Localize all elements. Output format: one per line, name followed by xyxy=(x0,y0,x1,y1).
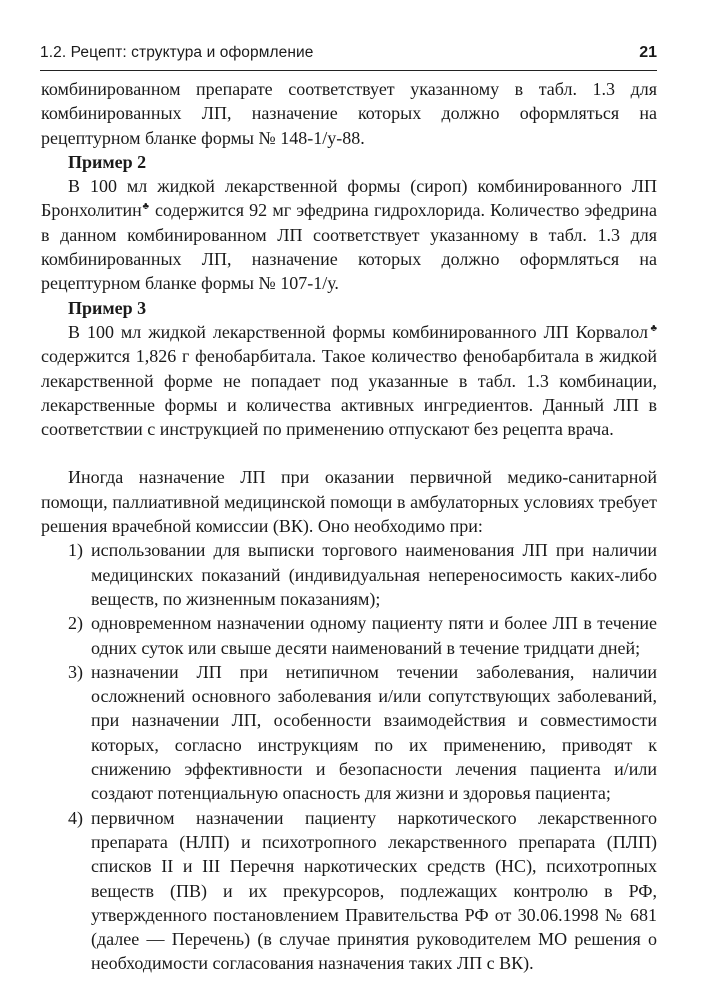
list-item-text: одновременном назначении одному пациенту пяти и более ЛП в течение одних суток или свыше десяти наименований в течение тридцати дней; xyxy=(91,613,657,658)
section-title: 1.2. Рецепт: структура и оформление xyxy=(40,44,314,61)
list-item xyxy=(41,660,657,806)
list-item xyxy=(41,806,657,976)
vk-conditions-list xyxy=(41,538,657,975)
trademark-mark: ♣ xyxy=(647,322,657,334)
paragraph-gap xyxy=(41,441,657,465)
header-divider xyxy=(40,70,657,71)
page-body xyxy=(41,77,657,976)
list-item-text: использовании для выписки торгового наименования ЛП при наличии медицинских показаний (индивидуальная непереносимость каких-либо веществ, по жизненным показаниям); xyxy=(91,540,657,609)
example-2-text-b: содержится 92 мг эфедрина гидрохлорида. Количество эфедрина в данном комбинированном ЛП соответствует указанному в табл. 1.3 для комбинированных ЛП, назначение которых должно оформляться на рецептурном бланке формы № 107-1/у. xyxy=(41,200,657,294)
list-item-number: 4) xyxy=(68,807,83,828)
list-item-number: 2) xyxy=(68,613,83,634)
list-item xyxy=(41,538,657,611)
example-3-text-b: содержится 1,826 г фенобарбитала. Такое количество фенобарбитала в жидкой лекарственной форме не попадает под указанные в табл. 1.3 комбинации, лекарственные формы и количества активных ингредиентов. Данный ЛП в соответствии с инструкцией по применению отпускают без рецепта врача. xyxy=(41,346,657,440)
list-item-text: первичном назначении пациенту наркотического лекарственного препарата (НЛП) и психотропного лекарственного препарата (ПЛП) списков II и III Перечня наркотических средств (НС), психотропных веществ (ПВ) и их прекурсоров, подлежащих контролю в РФ, утвержденного постановлением Правительства РФ от 30.06.1998 № 681 (далее — Перечень) (в случае принятия руководителем МО решения о необходимости согласования назначения таких ЛП с ВК). xyxy=(91,807,657,974)
page-number: 21 xyxy=(639,44,657,61)
example-3-text-a: В 100 мл жидкой лекарственной формы комбинированного ЛП Корвалол xyxy=(68,321,648,342)
list-item-text: назначении ЛП при нетипичном течении заболевания, наличии осложнений основного заболевания и/или сопутствующих заболеваний, при назначении ЛП, особенности взаимодействия и совместимости которых, согласно инструкциям по их применению, приводят к снижению эффективности и безопасности лечения пациента и/или создают потенциальную опасность для жизни и здоровья пациента; xyxy=(91,661,657,804)
list-item-number: 3) xyxy=(68,661,83,682)
example-3-title: Пример 3 xyxy=(68,297,147,318)
example-2-text-a: В 100 мл жидкой лекарственной формы (сироп) комбинированного ЛП Бронхолитин xyxy=(41,176,657,221)
example-2-title: Пример 2 xyxy=(68,151,147,172)
trademark-mark: ♣ xyxy=(141,201,150,213)
vk-paragraph: Иногда назначение ЛП при оказании первичной медико-санитарной помощи, паллиативной медицинской помощи в амбулаторных условиях требует решения врачебной комиссии (ВК). Оно необходимо при: xyxy=(41,467,657,537)
list-item-number: 1) xyxy=(68,540,83,561)
running-header xyxy=(40,44,657,68)
list-item xyxy=(41,611,657,660)
example-3-text xyxy=(41,320,657,441)
intro-paragraph: комбинированном препарате соответствует указанному в табл. 1.3 для комбинированных ЛП, назначение которых должно оформляться на рецептурном бланке формы № 148-1/у-88. xyxy=(41,79,657,148)
example-2-text xyxy=(41,174,657,295)
